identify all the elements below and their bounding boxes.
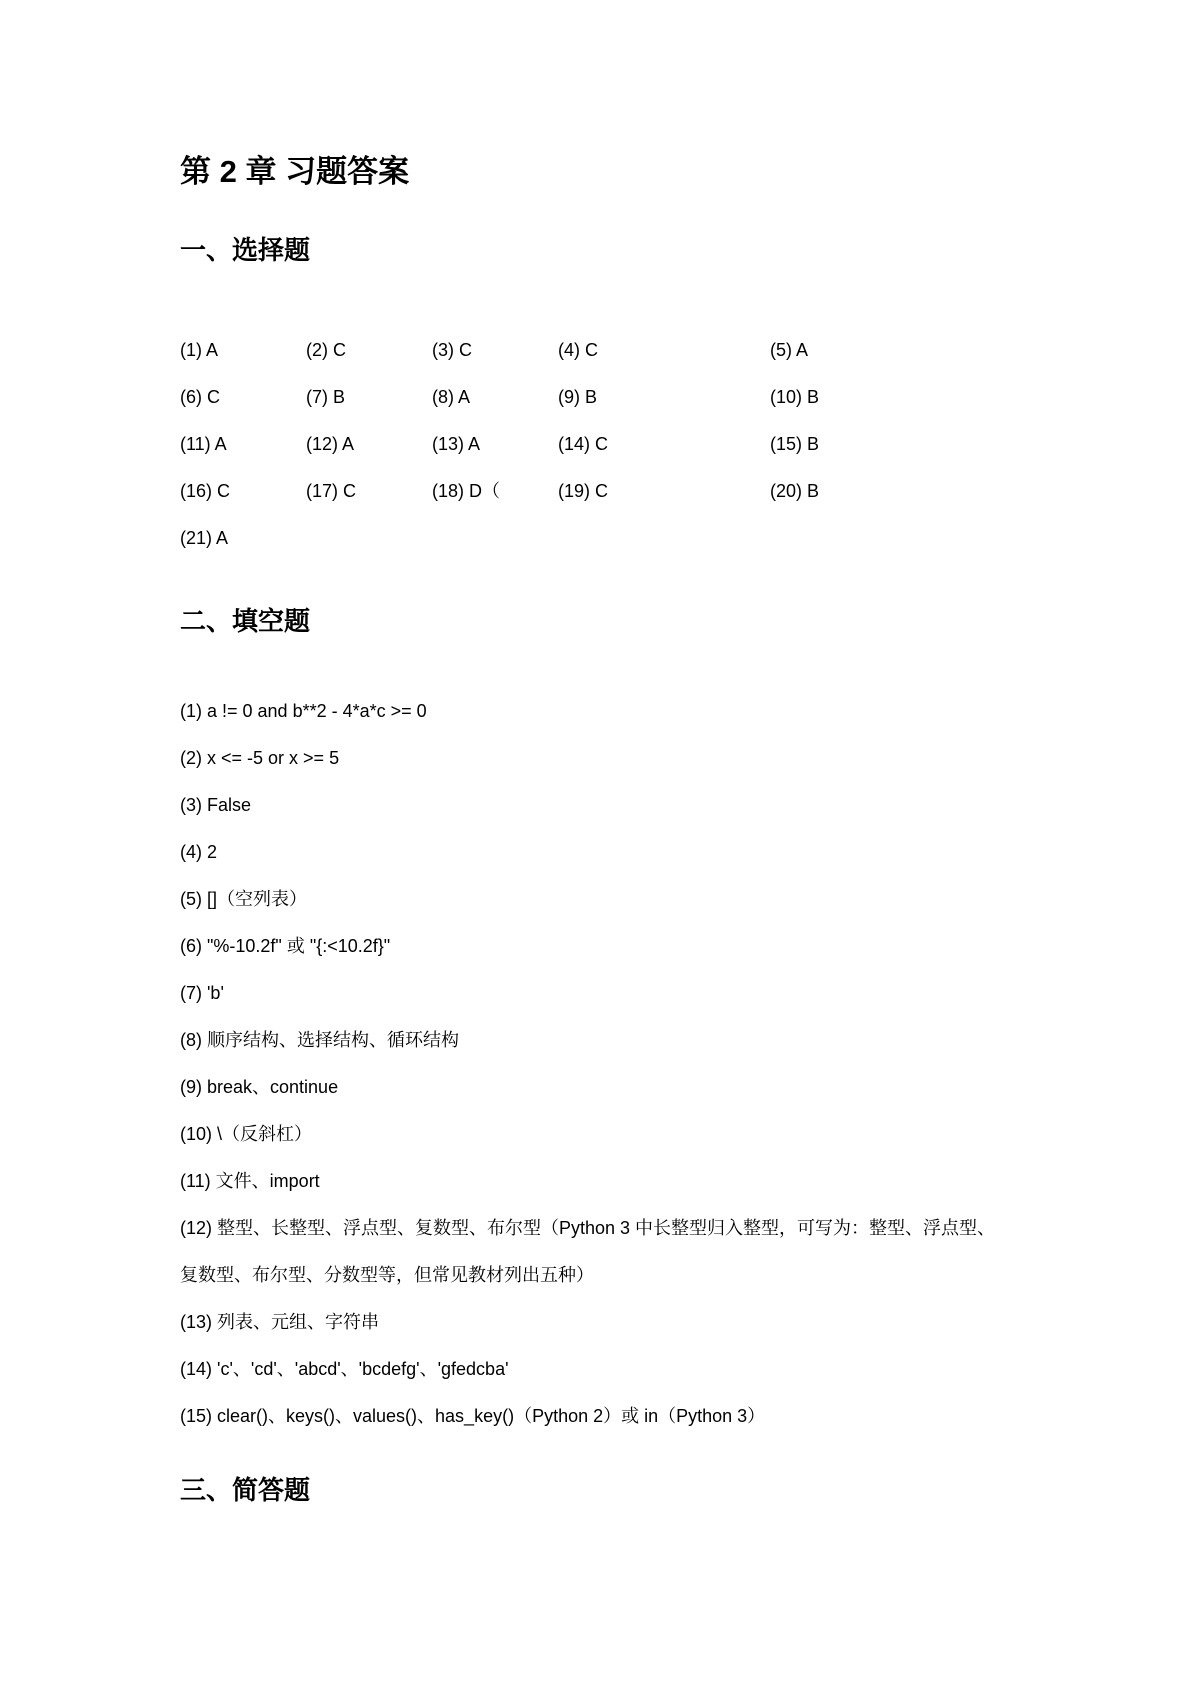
fill-answer: (10) \（反斜杠） [180, 1124, 313, 1144]
fill-answer: (11) 文件、import [180, 1171, 320, 1191]
choice-answer: (17) C [306, 481, 357, 501]
choice-answer: (4) C [558, 340, 598, 360]
choice-answer: (11) A [180, 434, 227, 454]
section-heading-choice: 一、选择题 [180, 235, 311, 265]
choice-answer-grid [180, 336, 940, 571]
choice-answer: (5) A [770, 340, 809, 360]
fill-answer: (2) x <= -5 or x >= 5 [180, 748, 340, 768]
fill-answer: (6) "%-10.2f" 或 "{:<10.2f}" [180, 936, 391, 956]
fill-answer: (12) 整型、长整型、浮点型、复数型、布尔型（Python 3 中长整型归入整型，可写为：整型、浮点型、复数型、布尔型、分数型等，但常见教材列出五种） [180, 1218, 996, 1285]
choice-answer: (10) B [770, 387, 820, 407]
fill-answer: (1) a != 0 and b**2 - 4*a*c >= 0 [180, 701, 427, 721]
choice-row [180, 524, 940, 571]
choice-answer: (15) B [770, 434, 820, 454]
fill-answer: (9) break、continue [180, 1077, 339, 1097]
choice-row [180, 477, 940, 524]
fill-answer: (5) []（空列表） [180, 889, 308, 909]
choice-row [180, 430, 940, 477]
choice-answer: (2) C [306, 340, 346, 360]
choice-answer: (19) C [558, 481, 609, 501]
choice-answer: (8) A [432, 387, 471, 407]
fill-answer: (3) False [180, 795, 252, 815]
fill-answer-list [180, 688, 1010, 1440]
choice-answer: (13) A [432, 434, 481, 454]
fill-answer: (8) 顺序结构、选择结构、循环结构 [180, 1030, 459, 1050]
choice-answer: (3) C [432, 340, 472, 360]
fill-answer: (4) 2 [180, 842, 218, 862]
choice-answer: (9) B [558, 387, 598, 407]
fill-answer: (15) clear()、keys()、values()、has_key()（Python 2）或 in（Python 3） [180, 1406, 766, 1426]
choice-answer: (12) A [306, 434, 355, 454]
section-heading-fill: 二、填空题 [180, 606, 311, 636]
choice-answer: (21) A [180, 528, 229, 548]
choice-row [180, 383, 940, 430]
choice-answer: (14) C [558, 434, 609, 454]
fill-answer: (7) 'b' [180, 983, 224, 1003]
fill-answer: (13) 列表、元组、字符串 [180, 1312, 380, 1332]
choice-answer: (18) D（ [432, 481, 501, 501]
choice-answer: (7) B [306, 387, 346, 407]
chapter-title: 第 2 章 习题答案 [180, 154, 410, 189]
choice-row [180, 336, 940, 383]
choice-answer: (6) C [180, 387, 220, 407]
section-heading-short-answer: 三、简答题 [180, 1475, 311, 1505]
choice-answer: (1) A [180, 340, 219, 360]
choice-answer: (20) B [770, 481, 820, 501]
choice-answer: (16) C [180, 481, 231, 501]
fill-answer: (14) 'c'、'cd'、'abcd'、'bcdefg'、'gfedcba' [180, 1359, 509, 1379]
